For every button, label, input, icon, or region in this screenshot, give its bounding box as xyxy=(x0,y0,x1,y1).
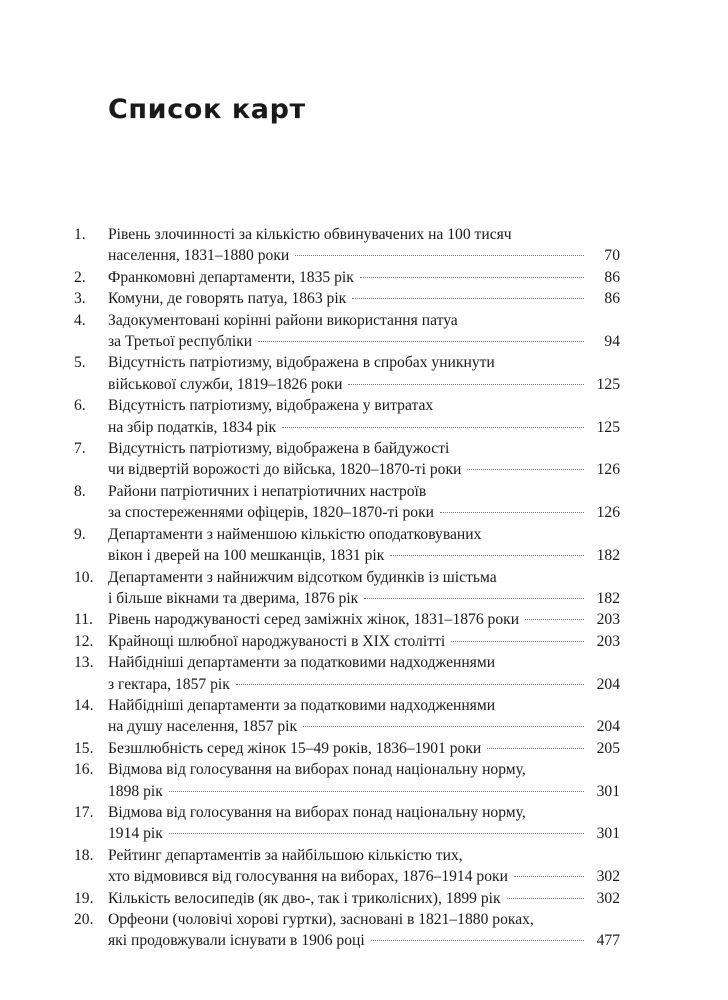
toc-entry-number: 18. xyxy=(74,846,94,864)
toc-entry-title-line: Департаменти з найнижчим відсотком будинків із шістьма xyxy=(108,568,497,586)
toc-entry-number: 16. xyxy=(74,761,94,779)
toc-entry-title-line: Крайнощі шлюбної народжуваності в XIX столітті xyxy=(108,632,446,650)
toc-entry-title-line: які продовжували існувати в 1906 році xyxy=(108,932,365,950)
toc-entry-number: 17. xyxy=(74,803,94,821)
toc-entry-body xyxy=(108,524,620,567)
toc-entry-number: 19. xyxy=(74,889,94,907)
toc-entry-body xyxy=(108,224,620,267)
toc-entry-body xyxy=(108,802,620,845)
dot-leader xyxy=(440,512,584,513)
dot-leader xyxy=(514,876,584,877)
toc-entry-number: 20. xyxy=(74,911,94,928)
toc-entry xyxy=(74,267,620,288)
toc-entry-title-line: Відмова від голосування на виборах понад національну норму, xyxy=(108,761,526,779)
toc-entry xyxy=(74,609,620,630)
dot-leader xyxy=(371,940,584,941)
toc-entry-body xyxy=(108,438,620,481)
toc-entry-title-line: Задокументовані корінні райони використання патуа xyxy=(108,311,458,329)
dot-leader xyxy=(487,748,584,749)
toc-entry-title-line: вікон і дверей на 100 мешканців, 1831 рік xyxy=(108,547,385,565)
toc-entry-number: 13. xyxy=(74,654,94,672)
toc-entry-title-line: Орфеони (чоловічі хорові гуртки), засновані в 1821–1880 роках, xyxy=(108,911,534,928)
toc-entry xyxy=(74,481,620,524)
toc-entry-page-number: 203 xyxy=(596,611,620,629)
toc-entry-number: 5. xyxy=(74,354,86,372)
toc-entry-last-line xyxy=(108,267,620,288)
toc-entry-last-line xyxy=(108,716,620,737)
toc-entry-title-line: Рівень злочинності за кількістю обвинувачених на 100 тисяч xyxy=(108,226,512,243)
toc-entry-title-line: Рівень народжуваності серед заміжніх жінок, 1831–1876 роки xyxy=(108,611,520,629)
toc-entry-title-line: 1914 рік xyxy=(108,825,163,843)
toc-entry-number: 7. xyxy=(74,440,86,458)
dot-leader xyxy=(169,791,584,792)
toc-entry-page-number: 182 xyxy=(596,589,620,607)
dot-leader xyxy=(467,469,584,470)
toc-entry-body xyxy=(108,481,620,524)
toc-entry-body xyxy=(108,609,620,630)
dot-leader xyxy=(390,555,584,556)
toc-entry-last-line xyxy=(108,417,620,438)
toc-entry-last-line xyxy=(108,245,620,266)
toc-entry-body xyxy=(108,395,620,438)
toc-entry-body xyxy=(108,738,620,759)
toc-entry-last-line xyxy=(108,288,620,309)
toc-entry-last-line xyxy=(108,609,620,630)
toc-entry-title-line: Відсутність патріотизму, відображена у витратах xyxy=(108,397,434,415)
toc-entry-last-line xyxy=(108,781,620,802)
toc-entry-page-number: 70 xyxy=(604,247,620,265)
toc-entry-last-line xyxy=(108,823,620,844)
toc-entry-last-line xyxy=(108,930,620,951)
toc-entry-page-number: 205 xyxy=(596,739,620,757)
toc-entry-page-number: 204 xyxy=(596,718,620,736)
toc-entry xyxy=(74,524,620,567)
toc-entry-last-line xyxy=(108,631,620,652)
toc-entry xyxy=(74,845,620,888)
toc-entry-number: 1. xyxy=(74,226,86,243)
toc-entry-number: 11. xyxy=(74,611,93,629)
toc-entry-title-line: Комуни, де говорять патуа, 1863 рік xyxy=(108,290,347,308)
toc-entry-last-line xyxy=(108,588,620,609)
toc-entry-body xyxy=(108,567,620,610)
toc-entry-title-line: 1898 рік xyxy=(108,782,163,800)
dot-leader xyxy=(525,619,584,620)
toc-entry-title-line: Департаменти з найменшою кількістю оподатковуваних xyxy=(108,525,482,543)
toc-entry-title-line: Найбідніші департаменти за податковими надходженнями xyxy=(108,654,496,672)
toc-entry-body xyxy=(108,310,620,353)
toc-entry xyxy=(74,738,620,759)
toc-entry-number: 2. xyxy=(74,268,86,286)
toc-entry-page-number: 182 xyxy=(596,547,620,565)
toc-entry xyxy=(74,695,620,738)
toc-entry-last-line xyxy=(108,674,620,695)
toc-entry-number: 3. xyxy=(74,290,86,308)
toc-entry-last-line xyxy=(108,738,620,759)
toc-entry-number: 15. xyxy=(74,739,94,757)
toc-entry-page-number: 302 xyxy=(596,868,620,886)
toc-entry-number: 10. xyxy=(74,568,94,586)
toc-entry-title-line: за Третьої республіки xyxy=(108,333,253,351)
toc-entry-last-line xyxy=(108,459,620,480)
toc-entry xyxy=(74,224,620,267)
toc-entry xyxy=(74,888,620,909)
toc-entry-title-line: Найбідніші департаменти за податковими надходженнями xyxy=(108,696,496,714)
toc-entry-last-line xyxy=(108,502,620,523)
toc-entry-title-line: Відмова від голосування на виборах понад національну норму, xyxy=(108,803,526,821)
toc-entry-title-line: і більше вікнами та дверима, 1876 рік xyxy=(108,589,359,607)
dot-leader xyxy=(507,898,584,899)
toc-entry-page-number: 126 xyxy=(596,504,620,522)
toc-entry-page-number: 86 xyxy=(604,268,620,286)
dot-leader xyxy=(236,684,584,685)
toc-entry xyxy=(74,288,620,309)
toc-entry-number: 4. xyxy=(74,311,86,329)
toc-entry-number: 14. xyxy=(74,696,94,714)
toc-entry xyxy=(74,631,620,652)
toc-entry-last-line xyxy=(108,866,620,887)
toc-entry-body xyxy=(108,888,620,909)
toc-entry-title-line: військової служби, 1819–1826 роки xyxy=(108,375,343,393)
dot-leader xyxy=(348,384,584,385)
toc-entry xyxy=(74,395,620,438)
toc-entry-title-line: хто відмовився від голосування на виборах, 1876–1914 роки xyxy=(108,868,508,886)
toc-entry xyxy=(74,438,620,481)
toc-entry xyxy=(74,567,620,610)
toc-entry-title-line: з гектара, 1857 рік xyxy=(108,675,230,693)
dot-leader xyxy=(295,255,584,256)
dot-leader xyxy=(451,641,584,642)
toc-entry-title-line: на збір податків, 1834 рік xyxy=(108,418,277,436)
dot-leader xyxy=(258,341,584,342)
toc-entry-title-line: Франкомовні департаменти, 1835 рік xyxy=(108,268,354,286)
toc-entry-title-line: Рейтинг департаментів за найбільшою кількістю тих, xyxy=(108,846,463,864)
toc-entry xyxy=(74,759,620,802)
toc-entry-page-number: 125 xyxy=(596,375,620,393)
dot-leader xyxy=(364,598,584,599)
toc-entry-last-line xyxy=(108,888,620,909)
toc-entry-page-number: 302 xyxy=(596,889,620,907)
toc-entry-last-line xyxy=(108,374,620,395)
toc-entry-body xyxy=(108,267,620,288)
toc-entry-last-line xyxy=(108,331,620,352)
toc-entry-body xyxy=(108,759,620,802)
toc-entry-number: 8. xyxy=(74,482,86,500)
toc-entry-body xyxy=(108,695,620,738)
toc-entry-page-number: 301 xyxy=(596,782,620,800)
dot-leader xyxy=(360,277,584,278)
toc-entry-title-line: Відсутність патріотизму, відображена в спробах уникнути xyxy=(108,354,495,372)
toc-entry-title-line: за спостереженнями офіцерів, 1820–1870-ті роки xyxy=(108,504,434,522)
toc-entry xyxy=(74,352,620,395)
dot-leader xyxy=(303,726,584,727)
toc-entry-number: 6. xyxy=(74,397,86,415)
toc-entry-page-number: 203 xyxy=(596,632,620,650)
page-title: Список карт xyxy=(108,94,306,125)
toc-entry xyxy=(74,802,620,845)
toc-entry-body xyxy=(108,288,620,309)
dot-leader xyxy=(282,427,584,428)
toc-entry-page-number: 94 xyxy=(604,333,620,351)
toc-entry-body xyxy=(108,352,620,395)
toc-entry-page-number: 86 xyxy=(604,290,620,308)
toc-entry xyxy=(74,909,620,952)
toc-entry xyxy=(74,652,620,695)
toc-entry-body xyxy=(108,652,620,695)
toc-entry-title-line: на душу населення, 1857 рік xyxy=(108,718,298,736)
toc-entry-body xyxy=(108,631,620,652)
toc-entry-body xyxy=(108,909,620,952)
toc-entry-page-number: 477 xyxy=(596,932,620,950)
toc-entry-number: 12. xyxy=(74,632,94,650)
toc-entry-body xyxy=(108,845,620,888)
toc-entry-page-number: 126 xyxy=(596,461,620,479)
toc-entry-title-line: чи відвертій ворожості до війська, 1820–1870-ті роки xyxy=(108,461,462,479)
toc-entry-page-number: 301 xyxy=(596,825,620,843)
toc-entry-number: 9. xyxy=(74,525,86,543)
toc-entry-title-line: населення, 1831–1880 роки xyxy=(108,247,290,265)
table-of-contents xyxy=(74,224,620,952)
toc-entry-title-line: Райони патріотичних і непатріотичних настроїв xyxy=(108,482,427,500)
toc-entry-title-line: Кількість велосипедів (як дво-, так і триколісних), 1899 рік xyxy=(108,889,501,907)
toc-entry-title-line: Безшлюбність серед жінок 15–49 років, 1836–1901 роки xyxy=(108,739,482,757)
toc-entry-title-line: Відсутність патріотизму, відображена в байдужості xyxy=(108,440,450,458)
toc-entry-last-line xyxy=(108,545,620,566)
dot-leader xyxy=(169,833,584,834)
toc-entry xyxy=(74,310,620,353)
dot-leader xyxy=(352,298,584,299)
toc-entry-page-number: 204 xyxy=(596,675,620,693)
toc-entry-page-number: 125 xyxy=(596,418,620,436)
